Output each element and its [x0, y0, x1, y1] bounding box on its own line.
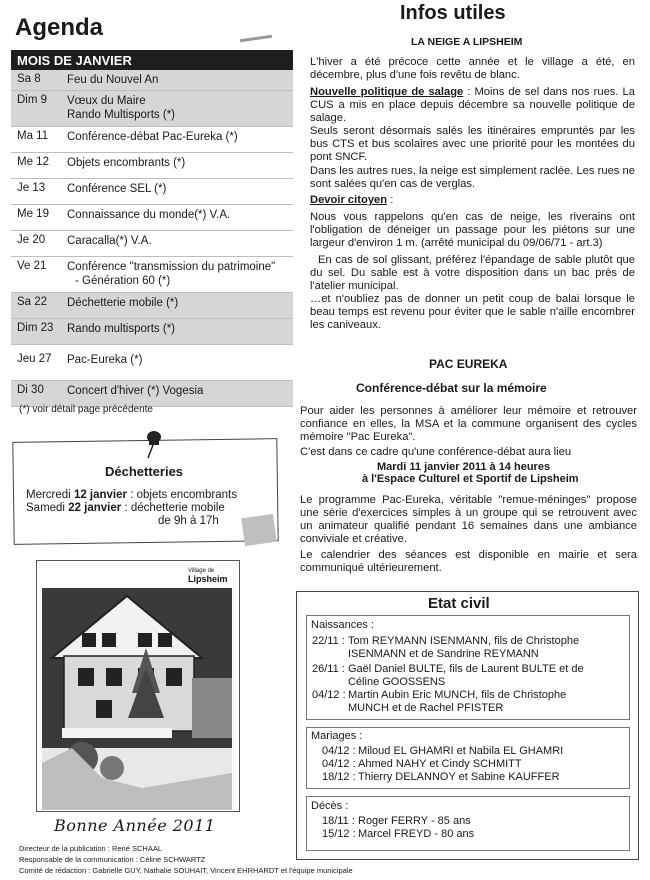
agenda-event-line: Conférence "transmission du patrimoine": [67, 261, 276, 273]
agenda-row: [11, 205, 293, 231]
agenda-footnote: (*) voir détail page précédente: [19, 404, 153, 415]
pac-paragraph-3: Le programme Pac-Eureka, véritable "remue-méninges" propose une série d'exercices simples à un groupe qui se retrouvent avec un animateur qualifié pendant 16 semaines dans une ambiance conviviale et créative.: [300, 494, 637, 545]
credit-line: Responsable de la communication : Céline SCHWARTZ: [19, 855, 206, 864]
agenda-day: Di 30: [11, 381, 64, 407]
agenda-day: Me 19: [11, 205, 64, 231]
mariage-entry: 18/12 : Thierry DELANNOY et Sabine KAUFFER: [322, 771, 560, 783]
agenda-event: [64, 91, 293, 127]
agenda-title: Agenda: [15, 14, 104, 41]
agenda-row: [11, 345, 293, 381]
deces-entry: 15/12 : Marcel FREYD - 80 ans: [322, 828, 475, 840]
agenda-day: Je 20: [11, 231, 64, 257]
naissance-entry: 26/11 : Gaël Daniel BULTE, fils de Laurent BULTE et de Céline GOOSSENS: [312, 663, 584, 688]
agenda-row: [11, 179, 293, 205]
dechetteries-line: de 9h à 17h: [158, 515, 219, 527]
agenda-day: Sa 22: [11, 293, 64, 319]
dechetteries-line: Mercredi 12 janvier : objets encombrants: [26, 489, 237, 501]
agenda-row: [11, 257, 293, 293]
agenda-event: Conférence SEL (*): [64, 179, 293, 205]
devoir-paragraph-2: En cas de sol glissant, préférez l'épandage de sable plutôt que du sel. Du sable est à votre disposition dans un bac près de l'atelier municipal.: [310, 254, 635, 292]
pac-date: Mardi 11 janvier 2011 à 14 heures: [377, 461, 551, 473]
agenda-event: Déchetterie mobile (*): [64, 293, 293, 319]
agenda-row: [11, 91, 293, 127]
devoir-paragraph-3: …et n'oubliez pas de donner un petit coup de balai lorsque le beau temps est revenu pour éviter que le sable n'aille encombrer les caniveaux.: [310, 293, 635, 331]
etat-civil-title: Etat civil: [428, 595, 490, 612]
agenda-event: Pac-Eureka (*): [64, 345, 293, 381]
agenda-event: [64, 257, 293, 293]
devoir-heading: Devoir citoyen: [310, 194, 388, 206]
pac-title: PAC EUREKA: [429, 357, 508, 371]
agenda-event-line: Vœux du Maire: [67, 95, 146, 107]
pac-paragraph-2: C'est dans ce cadre qu'une conférence-débat aura lieu: [300, 446, 572, 458]
agenda-day: Sa 8: [11, 70, 64, 91]
infos-title: Infos utiles: [400, 2, 506, 24]
agenda-event: Caracalla(*) V.A.: [64, 231, 293, 257]
deces-label: Décès :: [311, 800, 349, 812]
agenda-event: Concert d'hiver (*) Vogesia: [64, 381, 293, 407]
note-fold-corner: [241, 514, 277, 546]
village-logo-small: Village de: [188, 568, 215, 574]
agenda-day: Me 12: [11, 153, 64, 179]
naissances-label: Naissances :: [311, 619, 374, 631]
agenda-day: Jeu 27: [11, 345, 64, 381]
salage-paragraph-2: Seuls seront désormais salés les itinéraires empruntés par les bus CTS et bus scolaires avec une priorité pour les montées du pont SNCF.: [310, 125, 635, 163]
agenda-day: Dim 9: [11, 91, 64, 127]
agenda-day: Dim 23: [11, 319, 64, 345]
devoir-heading-line: Devoir citoyen :: [310, 194, 394, 206]
devoir-paragraph-1: Nous vous rappelons qu'en cas de neige, les riverains ont l'obligation de déneiger un passage pour les piétons sur une largeur d'environ 1 m. (arrêté municipal du 09/06/71 - art.3): [310, 211, 635, 249]
village-logo: [188, 568, 234, 590]
village-logo-name: Lipsheim: [188, 574, 228, 584]
greeting-text: Bonne Année 2011: [54, 816, 216, 835]
agenda-row: [11, 70, 293, 91]
title-underline-deco: [240, 35, 272, 42]
agenda-row: [11, 381, 293, 407]
pac-subtitle: Conférence-débat sur la mémoire: [356, 381, 547, 395]
agenda-row: [11, 319, 293, 345]
agenda-day: Ma 11: [11, 127, 64, 153]
pac-place: à l'Espace Culturel et Sportif de Lipsheim: [362, 473, 579, 485]
credit-line: Comité de rédaction : Gabrielle GUY, Nathalie SOUHAIT, Vincent EHRHARDT et l'équipe municipale: [19, 866, 353, 875]
salage-paragraph-3: Dans les autres rues, la neige est simplement raclée. Les rues ne sont salées qu'en cas de verglas.: [310, 165, 635, 190]
naissance-entry: 04/12 : Martin Aubin Eric MUNCH, fils de Christophe MUNCH et de Rachel PFISTER: [312, 689, 567, 714]
mariages-label: Mariages :: [311, 730, 363, 742]
agenda-event: Connaissance du monde(*) V.A.: [64, 205, 293, 231]
agenda-day: Je 13: [11, 179, 64, 205]
agenda-row: [11, 153, 293, 179]
deces-entry: 18/11 : Roger FERRY - 85 ans: [322, 815, 471, 827]
agenda-event: Feu du Nouvel An: [64, 70, 293, 91]
agenda-event: Conférence-débat Pac-Eureka (*): [64, 127, 293, 153]
agenda-event-line: Rando Multisports (*): [67, 109, 176, 121]
agenda-event: Rando multisports (*): [64, 319, 293, 345]
agenda-table: [11, 50, 293, 407]
credit-line: Directeur de la publication : René SCHAAL: [19, 844, 162, 853]
neige-title: LA NEIGE A LIPSHEIM: [411, 36, 523, 48]
dechetteries-line: Samedi 22 janvier : déchetterie mobile: [26, 502, 225, 514]
pushpin-icon: [142, 430, 164, 460]
neige-intro: L'hiver a été précoce cette année et le village a été, en décembre, plus d'une fois revêtu de blanc.: [310, 56, 635, 81]
agenda-event: Objets encombrants (*): [64, 153, 293, 179]
snowy-house-illustration: [42, 588, 232, 810]
agenda-day: Ve 21: [11, 257, 64, 293]
dechetteries-title: Déchetteries: [105, 464, 184, 479]
salage-heading: Nouvelle politique de salage: [310, 86, 464, 98]
pac-paragraph-4: Le calendrier des séances est disponible en mairie et sera communiqué ultérieurement.: [300, 549, 637, 574]
agenda-row: [11, 293, 293, 319]
salage-paragraph: Nouvelle politique de salage : Moins de sel dans nos rues. La CUS a mis en place depuis décembre sa nouvelle politique de salage.: [310, 86, 635, 124]
agenda-row: [11, 127, 293, 153]
naissance-entry: 22/11 : Tom REYMANN ISENMANN, fils de Christophe ISENMANN et de Sandrine REYMANN: [312, 635, 580, 660]
mariage-entry: 04/12 : Ahmed NAHY et Cindy SCHMITT: [322, 758, 522, 770]
agenda-event-line: - Génération 60 (*): [75, 275, 171, 287]
agenda-month-header: MOIS DE JANVIER: [11, 50, 293, 70]
agenda-row: [11, 231, 293, 257]
mariage-entry: 04/12 : Miloud EL GHAMRI et Nabila EL GHAMRI: [322, 745, 564, 757]
pac-paragraph-1: Pour aider les personnes à améliorer leur mémoire et retrouver confiance en elles, la MSA et la commune organisent des cycles mémoire "Pac Eureka".: [300, 405, 637, 443]
